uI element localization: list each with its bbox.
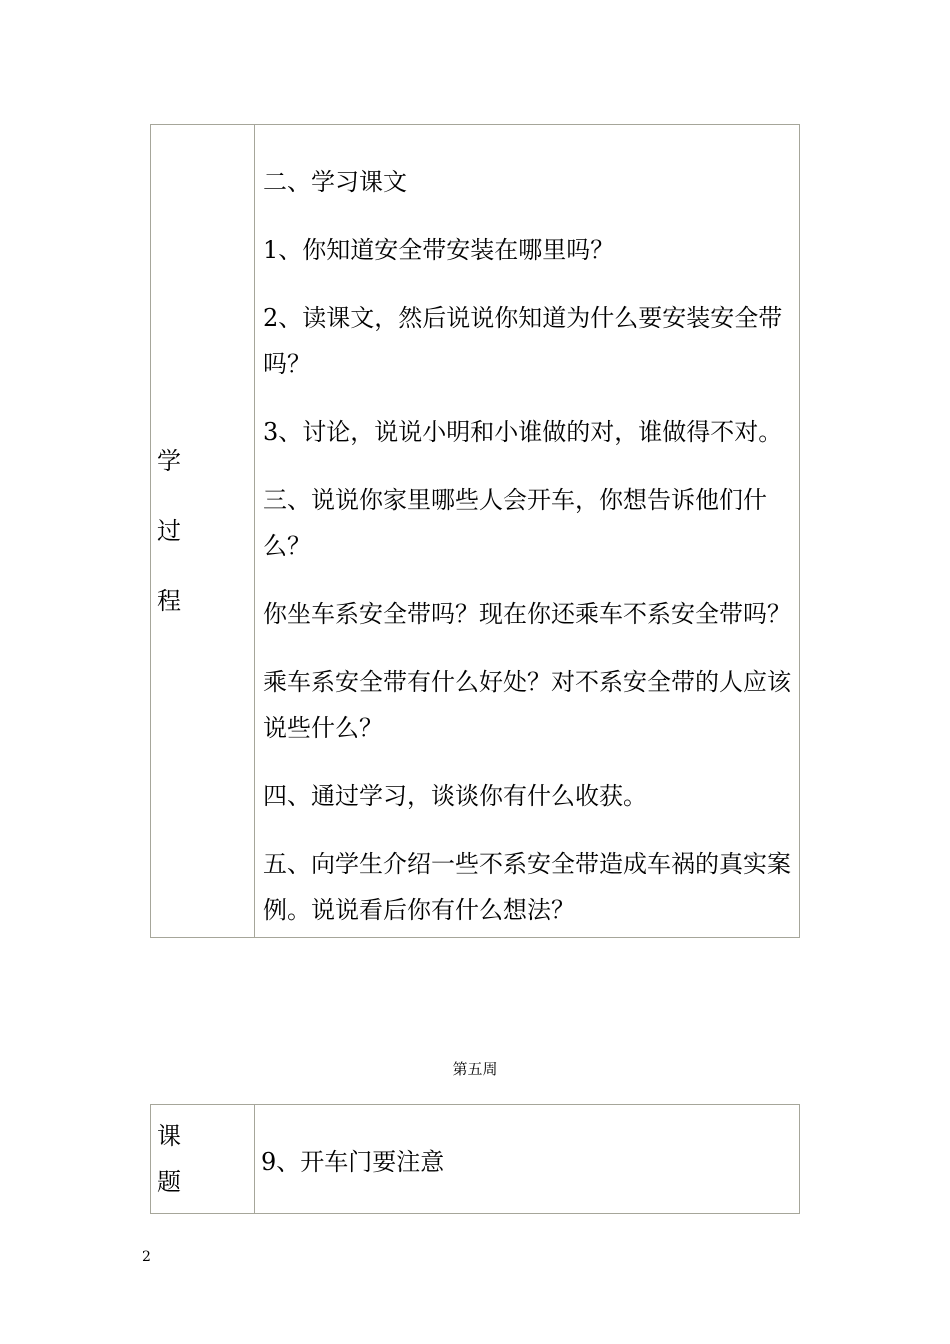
process-paragraph: 你坐车系安全带吗？现在你还乘车不系安全带吗？ bbox=[263, 600, 791, 628]
title-label-char: 题 bbox=[157, 1168, 181, 1196]
lesson-title: 9、开车门要注意 bbox=[255, 1105, 800, 1214]
process-paragraph: 四、通过学习，谈谈你有什么收获。 bbox=[263, 782, 647, 810]
lesson-title-table bbox=[150, 1104, 800, 1214]
title-label-char: 课 bbox=[157, 1122, 181, 1150]
process-content-cell bbox=[255, 125, 800, 938]
title-label-cell bbox=[151, 1105, 255, 1214]
process-paragraph: 2、读课文，然后说说你知道为什么要安装安全带吗？ bbox=[263, 304, 783, 378]
process-label-char: 学 bbox=[157, 447, 181, 475]
process-paragraph: 五、向学生介绍一些不系安全带造成车祸的真实案例。说说看后你有什么想法？ bbox=[263, 850, 791, 924]
table-row bbox=[151, 125, 800, 938]
process-paragraph: 乘车系安全带有什么好处？对不系安全带的人应该说些什么？ bbox=[263, 668, 791, 742]
page-number: 2 bbox=[142, 1249, 151, 1265]
process-label-char: 过 bbox=[157, 517, 181, 545]
week-label: 第五周 bbox=[452, 1060, 498, 1078]
process-label-char: 程 bbox=[157, 587, 181, 615]
process-paragraph: 1、你知道安全带安装在哪里吗？ bbox=[263, 236, 615, 264]
process-paragraph: 二、学习课文 bbox=[263, 168, 407, 196]
process-label-cell bbox=[151, 125, 255, 938]
process-paragraph: 3、讨论，说说小明和小谁做的对，谁做得不对。 bbox=[263, 418, 783, 446]
teaching-process-table bbox=[150, 124, 800, 938]
table-row bbox=[151, 1105, 800, 1214]
process-paragraph: 三、说说你家里哪些人会开车，你想告诉他们什么？ bbox=[263, 486, 767, 560]
